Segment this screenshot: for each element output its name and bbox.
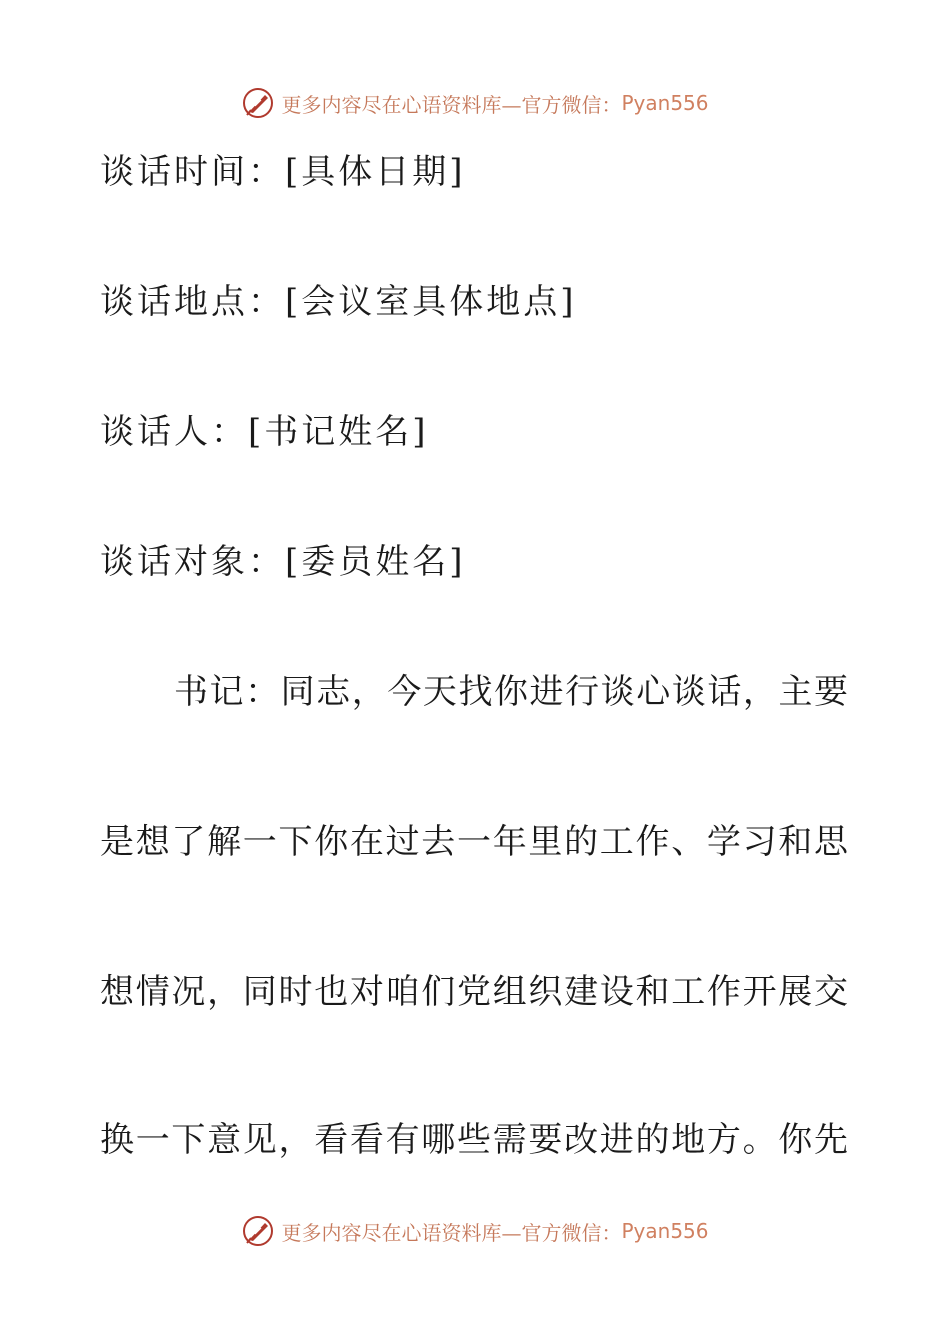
- meta-line-speaker: 谈话人：[书记姓名]: [100, 412, 429, 452]
- meta-line-time: 谈话时间：[具体日期]: [100, 152, 466, 192]
- quill-logo-icon: [241, 86, 275, 120]
- header-banner: [0, 83, 950, 123]
- quill-logo-icon: [241, 1214, 275, 1248]
- meta-line-location: 谈话地点：[会议室具体地点]: [100, 282, 577, 322]
- banner-account: Pyan556: [621, 91, 709, 115]
- body-line: 书记：同志，今天找你进行谈心谈话，主要: [174, 672, 848, 712]
- banner-account: Pyan556: [621, 1219, 709, 1243]
- meta-line-interviewee: 谈话对象：[委员姓名]: [100, 542, 466, 582]
- banner-text: 更多内容尽在心语资料库—官方微信：: [281, 92, 622, 117]
- body-line: 是想了解一下你在过去一年里的工作、学习和思: [100, 822, 848, 862]
- banner-text: 更多内容尽在心语资料库—官方微信：: [281, 1220, 622, 1245]
- body-line: 想情况，同时也对咱们党组织建设和工作开展交: [100, 972, 848, 1012]
- footer-banner: [0, 1211, 950, 1251]
- body-line: 换一下意见，看看有哪些需要改进的地方。你先: [100, 1120, 848, 1160]
